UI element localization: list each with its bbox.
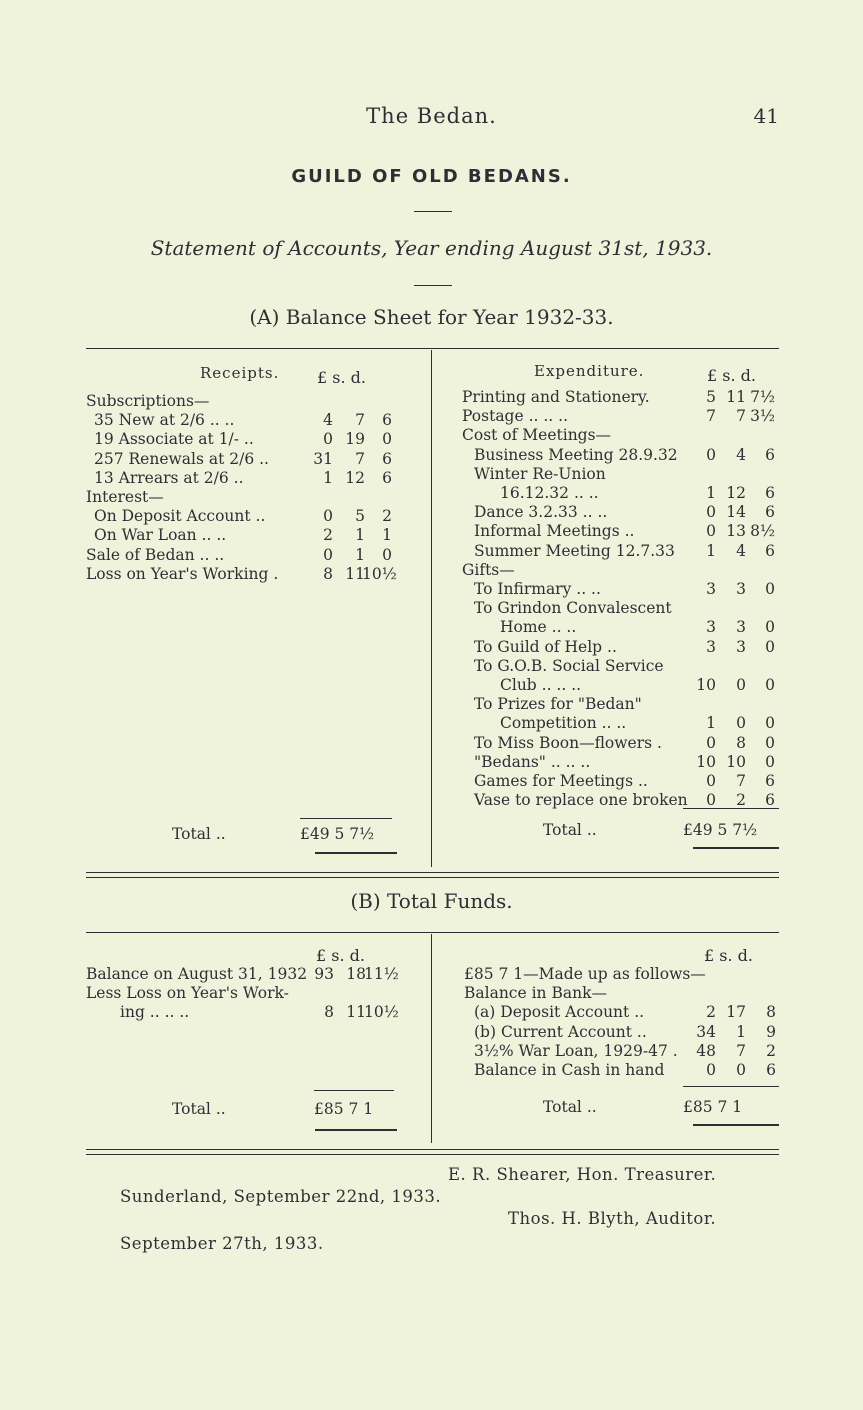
ledger-row-label: Balance in Bank— (464, 984, 607, 1003)
ledger-amount-shillings (716, 464, 746, 484)
ledger-amount-pence: 6 (382, 449, 392, 468)
ledger-amount-pence: 1 (382, 526, 392, 545)
ledger-row-label: To Prizes for "Bedan" (474, 695, 642, 714)
funds-right-lsd-heading: £ s. d. (704, 946, 753, 965)
ledger-amount-shillings: 3 (736, 580, 746, 598)
expenditure-lsd-heading: £ s. d. (707, 366, 756, 385)
ledger-amount-pence: 6 (765, 503, 775, 522)
ledger-amount-shillings: 18 (346, 965, 366, 983)
funds-right-total-label: Total .. (543, 1098, 597, 1116)
ledger-amount-pounds: 3 (706, 580, 716, 598)
ledger-amount-pence: 6 (765, 772, 775, 790)
ledger-amount-pence (745, 464, 775, 484)
ledger-amount-pounds: 0 (706, 733, 716, 752)
funds-bottom-rule (86, 1154, 779, 1155)
ledger-amount-shillings: 12 (345, 468, 365, 487)
ledger-amount-pence (745, 425, 775, 445)
ledger-amount-pounds: 31 (313, 449, 333, 468)
ledger-row-label: (b) Current Account .. (474, 1022, 647, 1041)
treasurer-date: Sunderland, September 22nd, 1933. (120, 1187, 442, 1206)
ledger-amount-pounds: 48 (696, 1041, 716, 1060)
ledger-amount-shillings (716, 983, 746, 1003)
ledger-amount-pence: 3½ (750, 407, 775, 426)
table-top-rule (86, 348, 779, 349)
ledger-row-label: Postage .. .. .. (462, 407, 568, 426)
section-b-title: (B) Total Funds. (350, 889, 513, 913)
ledger-row-label: 35 New at 2/6 .. .. (94, 411, 235, 430)
funds-bottom-rule (86, 1149, 779, 1150)
total-rule (314, 1090, 394, 1091)
ledger-amount-pounds: 34 (696, 1022, 716, 1041)
ledger-amount-pounds: 10 (696, 752, 716, 771)
ledger-amount-pence (746, 983, 776, 1003)
ledger-amount-shillings: 5 (355, 507, 365, 526)
ledger-amount-pence: 0 (765, 752, 775, 771)
expenditure-heading: Expenditure. (534, 362, 645, 380)
ledger-amount-shillings: 17 (726, 1003, 746, 1022)
ledger-amount-pounds: 2 (323, 526, 333, 545)
ledger-amount-pounds: 0 (706, 1061, 716, 1079)
ledger-row-label: Summer Meeting 12.7.33 (474, 541, 675, 560)
ledger-row-label: Club .. .. .. (500, 676, 582, 694)
ledger-amount-shillings: 2 (736, 791, 746, 810)
funds-left-lsd-heading: £ s. d. (316, 946, 365, 965)
funds-right-total-value: £85 7 1 (683, 1098, 743, 1116)
ledger-amount-shillings (716, 425, 746, 445)
ledger-amount-shillings: 7 (736, 772, 746, 790)
expenditure-total-value: £49 5 7½ (683, 821, 758, 839)
ledger-row-label: Cost of Meetings— (462, 426, 612, 445)
ledger-amount-pence: 2 (382, 507, 392, 526)
ledger-amount-shillings: 11 (346, 1003, 366, 1022)
ledger-amount-pounds (686, 425, 716, 445)
auditor-date: September 27th, 1933. (120, 1234, 324, 1253)
ledger-row-label: Competition .. .. (500, 714, 627, 733)
ledger-amount-pence: 6 (765, 541, 775, 560)
ledger-amount-shillings: 12 (726, 484, 746, 502)
ledger-amount-shillings (336, 983, 366, 1003)
ledger-amount-shillings: 3 (736, 618, 746, 637)
ledger-amount-pounds: 7 (706, 407, 716, 426)
ledger-amount-pounds (686, 656, 716, 676)
ledger-amount-pence: 6 (382, 468, 392, 487)
ledger-amount-shillings: 4 (736, 541, 746, 560)
total-double-rule (315, 852, 397, 854)
ledger-row-label: Balance in Cash in hand (474, 1061, 665, 1079)
ledger-amount-pence: 6 (765, 791, 775, 810)
ledger-amount-shillings: 19 (345, 430, 365, 449)
ledger-amount-pence (746, 964, 776, 984)
ledger-amount-pounds (686, 598, 716, 618)
ledger-amount-shillings: 11 (726, 388, 746, 406)
total-double-rule (693, 1124, 779, 1126)
ledger-row-label: Subscriptions— (86, 392, 210, 410)
ledger-amount-pence: 0 (765, 714, 775, 733)
total-rule (300, 818, 392, 819)
ledger-amount-pounds (686, 694, 716, 714)
ledger-amount-pounds: 0 (323, 507, 333, 526)
ledger-amount-pounds: 0 (706, 503, 716, 522)
ledger-row-label: To Miss Boon—flowers . (474, 733, 662, 752)
ledger-amount-pence: 0 (765, 676, 775, 694)
ledger-amount-pence (745, 560, 775, 580)
ledger-amount-pounds: 0 (706, 791, 716, 810)
ledger-amount-pence: 6 (765, 445, 775, 464)
ledger-amount-pence: 10½ (362, 564, 397, 583)
ledger-amount-pence: 0 (765, 580, 775, 598)
total-rule (683, 808, 779, 809)
funds-left-total-label: Total .. (172, 1100, 226, 1118)
ledger-row-label: On War Loan .. .. (94, 526, 227, 545)
ledger-row-label: Sale of Bedan .. .. (86, 545, 225, 564)
ledger-amount-shillings: 8 (736, 733, 746, 752)
ledger-amount-pence: 0 (765, 733, 775, 752)
total-rule (683, 1086, 779, 1087)
ledger-amount-pence: 0 (382, 430, 392, 449)
ledger-row-label: £85 7 1—Made up as follows— (464, 965, 706, 983)
funds-left-total-value: £85 7 1 (314, 1100, 374, 1118)
ledger-row-label: Winter Re-Union (474, 464, 606, 483)
ledger-amount-pence: 0 (382, 545, 392, 564)
total-double-rule (693, 847, 779, 849)
ledger-row-label: Less Loss on Year's Work- (86, 984, 289, 1003)
ledger-amount-pounds: 3 (706, 618, 716, 637)
ledger-amount-pounds: 4 (323, 411, 333, 430)
ledger-amount-pounds: 8 (324, 1003, 334, 1022)
ledger-amount-pounds: 3 (706, 637, 716, 656)
title-divider (414, 285, 452, 286)
ledger-amount-pounds (686, 464, 716, 484)
ledger-amount-pence (364, 983, 394, 1003)
ledger-row-label: Games for Meetings .. (474, 772, 648, 790)
statement-title: Statement of Accounts, Year ending August 31st, 1933. (150, 236, 713, 260)
ledger-row-label: 3½% War Loan, 1929-47 . (474, 1041, 678, 1060)
ledger-amount-shillings: 7 (355, 411, 365, 430)
funds-top-rule (86, 932, 779, 933)
treasurer-signature: E. R. Shearer, Hon. Treasurer. (448, 1165, 717, 1184)
ledger-row-label: Loss on Year's Working . (86, 564, 279, 583)
ledger-amount-shillings: 0 (736, 676, 746, 694)
receipts-total-value: £49 5 7½ (300, 825, 375, 843)
receipts-total-label: Total .. (172, 825, 226, 843)
ledger-row-label: To Infirmary .. .. (474, 580, 601, 598)
ledger-amount-pounds (686, 964, 716, 984)
receipts-heading: Receipts. (200, 364, 280, 382)
ledger-amount-pence: 8½ (750, 522, 775, 541)
ledger-amount-pounds: 0 (323, 545, 333, 564)
ledger-amount-pounds: 1 (706, 541, 716, 560)
receipts-lsd-heading: £ s. d. (317, 368, 366, 387)
ledger-amount-pounds: 1 (323, 468, 333, 487)
ledger-amount-shillings (716, 694, 746, 714)
table-bottom-rule (86, 872, 779, 873)
ledger-amount-pence: 6 (382, 411, 392, 430)
ledger-row-label: 257 Renewals at 2/6 .. (94, 449, 269, 468)
ledger-row-label: To G.O.B. Social Service (474, 656, 664, 675)
column-divider (431, 934, 432, 1143)
title-divider (414, 211, 452, 212)
ledger-amount-pence (745, 598, 775, 618)
ledger-amount-pounds (303, 391, 333, 411)
total-double-rule (315, 1129, 397, 1131)
section-a-title: (A) Balance Sheet for Year 1932-33. (249, 305, 614, 329)
ledger-amount-pence: 10½ (364, 1003, 399, 1022)
ledger-amount-pounds: 5 (706, 388, 716, 406)
ledger-amount-pounds (303, 487, 333, 507)
ledger-amount-shillings: 7 (355, 449, 365, 468)
ledger-row-label: To Guild of Help .. (474, 637, 617, 656)
ledger-amount-pence: 8 (766, 1003, 776, 1022)
ledger-amount-pence: 2 (766, 1041, 776, 1060)
ledger-row-label: Printing and Stationery. (462, 388, 650, 406)
ledger-row-label: Interest— (86, 488, 164, 506)
ledger-row-label: To Grindon Convalescent (474, 599, 672, 618)
ledger-amount-shillings: 7 (736, 407, 746, 426)
ledger-amount-pounds: 10 (696, 676, 716, 694)
ledger-amount-shillings: 10 (726, 752, 746, 771)
ledger-amount-shillings (716, 656, 746, 676)
ledger-amount-pounds: 1 (706, 484, 716, 502)
ledger-amount-pounds: 2 (706, 1003, 716, 1022)
ledger-row-label: (a) Deposit Account .. (474, 1003, 645, 1022)
ledger-amount-pounds: 93 (314, 965, 334, 983)
ledger-row-label: Gifts— (462, 560, 515, 579)
ledger-amount-shillings: 1 (736, 1022, 746, 1041)
ledger-amount-pence (362, 487, 392, 507)
running-head: The Bedan. (366, 104, 497, 128)
ledger-amount-pence: 11½ (364, 965, 399, 983)
ledger-amount-shillings: 1 (355, 526, 365, 545)
ledger-amount-pence (745, 694, 775, 714)
table-bottom-rule (86, 877, 779, 878)
ledger-amount-pence (362, 391, 392, 411)
ledger-row-label: Dance 3.2.33 .. .. (474, 503, 608, 522)
ledger-amount-shillings: 13 (726, 522, 746, 541)
ledger-amount-shillings: 3 (736, 637, 746, 656)
ledger-amount-shillings: 0 (736, 714, 746, 733)
ledger-amount-shillings: 0 (736, 1061, 746, 1079)
ledger-amount-pounds: 0 (706, 445, 716, 464)
ledger-amount-shillings: 14 (726, 503, 746, 522)
ledger-row-label: 19 Associate at 1/- .. (94, 430, 254, 449)
ledger-amount-shillings: 1 (355, 545, 365, 564)
ledger-row-label: Home .. .. (500, 618, 577, 637)
ledger-amount-shillings: 11 (345, 564, 365, 583)
ledger-amount-pence: 0 (765, 618, 775, 637)
expenditure-total-label: Total .. (543, 821, 597, 839)
ledger-amount-pounds: 0 (706, 772, 716, 790)
ledger-amount-pence: 7½ (750, 388, 775, 406)
ledger-amount-shillings (335, 391, 365, 411)
ledger-amount-pence: 6 (765, 484, 775, 502)
ledger-amount-shillings (335, 487, 365, 507)
ledger-row-label: 16.12.32 .. .. (500, 484, 599, 502)
ledger-amount-shillings (716, 964, 746, 984)
ledger-amount-pounds (686, 983, 716, 1003)
ledger-amount-shillings (716, 598, 746, 618)
ledger-row-label: "Bedans" .. .. .. (474, 752, 591, 771)
ledger-row-label: Business Meeting 28.9.32 (474, 445, 678, 464)
ledger-amount-pence (745, 656, 775, 676)
guild-title: GUILD OF OLD BEDANS. (291, 166, 572, 187)
ledger-row-label: 13 Arrears at 2/6 .. (94, 468, 244, 487)
column-divider (431, 350, 432, 867)
ledger-amount-pounds: 8 (323, 564, 333, 583)
ledger-row-label: On Deposit Account .. (94, 507, 266, 526)
ledger-amount-pounds: 0 (706, 522, 716, 541)
ledger-amount-pounds (304, 983, 334, 1003)
ledger-amount-pounds: 0 (323, 430, 333, 449)
ledger-amount-shillings (716, 560, 746, 580)
ledger-amount-pence: 9 (766, 1022, 776, 1041)
ledger-row-label: Vase to replace one broken (474, 791, 688, 810)
ledger-amount-shillings: 4 (736, 445, 746, 464)
ledger-row-label: Informal Meetings .. (474, 522, 635, 541)
ledger-row-label: ing .. .. .. (120, 1003, 190, 1022)
auditor-signature: Thos. H. Blyth, Auditor. (508, 1209, 717, 1228)
page-number: 41 (753, 104, 779, 128)
ledger-row-label: Balance on August 31, 1932 (86, 965, 308, 983)
ledger-amount-pence: 6 (766, 1061, 776, 1079)
ledger-amount-pounds (686, 560, 716, 580)
ledger-amount-pence: 0 (765, 637, 775, 656)
ledger-amount-pounds: 1 (706, 714, 716, 733)
ledger-amount-shillings: 7 (736, 1041, 746, 1060)
